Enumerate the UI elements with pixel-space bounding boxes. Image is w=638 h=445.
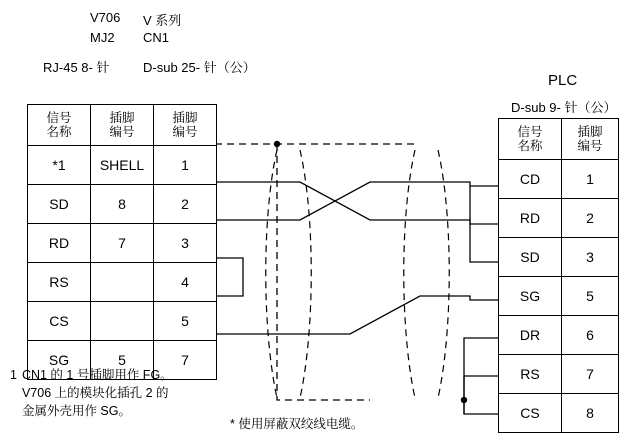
wire-sd-to-rd <box>215 182 498 224</box>
junction-dot-shell <box>274 141 280 147</box>
wire-rd-to-sd <box>215 182 498 262</box>
left-cell-signal: RD <box>28 224 91 263</box>
left-cell-pin-b: 4 <box>154 263 217 302</box>
right-cell-pin: 6 <box>562 316 619 355</box>
right-cell-signal: RS <box>499 355 562 394</box>
right-pin-table-wrapper <box>498 118 619 433</box>
plc-connector-label: D-sub 9- 针（公） <box>511 100 617 115</box>
table-row <box>28 146 217 185</box>
left-device-name-line1: V706 <box>90 10 121 25</box>
table-row <box>499 238 619 277</box>
left-table-body <box>28 146 217 380</box>
shield-dashed-branch <box>277 144 370 400</box>
right-cell-pin: 3 <box>562 238 619 277</box>
wire-sg-to-sg <box>215 296 498 334</box>
table-row <box>499 199 619 238</box>
table-row <box>499 355 619 394</box>
right-cell-signal: CD <box>499 160 562 199</box>
shield-note: * 使用屏蔽双绞线电缆。 <box>230 417 364 431</box>
left-cell-pin-a <box>91 263 154 302</box>
right-col-pin <box>562 119 619 160</box>
left-cell-pin-b: 5 <box>154 302 217 341</box>
left-cell-pin-b: 7 <box>154 341 217 380</box>
right-cell-pin: 1 <box>562 160 619 199</box>
left-cell-pin-b: 3 <box>154 224 217 263</box>
cable-wrap-right-a <box>404 150 415 398</box>
left-cell-pin-b: 1 <box>154 146 217 185</box>
right-table-header-row <box>499 119 619 160</box>
left-col-pin-a-line2: 编号 <box>109 125 135 139</box>
table-row <box>28 302 217 341</box>
right-col-signal-line2: 名称 <box>517 139 543 153</box>
right-cell-signal: RD <box>499 199 562 238</box>
plc-title: PLC <box>548 72 578 89</box>
cable-wrap-left-a <box>266 150 277 398</box>
right-col-pin-line2: 编号 <box>577 139 603 153</box>
right-table-body <box>499 160 619 433</box>
left-pin-table <box>27 104 217 380</box>
left-cell-pin-a: 8 <box>91 185 154 224</box>
table-row <box>499 160 619 199</box>
left-cell-signal: SD <box>28 185 91 224</box>
table-row <box>499 316 619 355</box>
left-cell-pin-a: 7 <box>91 224 154 263</box>
table-row <box>28 224 217 263</box>
left-col-pin-b-line1: 插脚 <box>172 110 198 125</box>
table-row <box>499 277 619 316</box>
right-cell-signal: DR <box>499 316 562 355</box>
right-cell-signal: SD <box>499 238 562 277</box>
table-row <box>499 394 619 433</box>
mid-connector-label: D-sub 25- 针（公） <box>143 60 256 75</box>
left-col-pin-a <box>91 105 154 146</box>
right-cell-pin: 8 <box>562 394 619 433</box>
table-row <box>28 263 217 302</box>
wire-cs <box>464 376 498 414</box>
footnote-line2: V706 上的模块化插孔 2 的 <box>21 386 169 401</box>
left-col-pin-b <box>154 105 217 146</box>
left-cell-pin-a: 5 <box>91 341 154 380</box>
mid-device-name-line2: CN1 <box>143 30 170 45</box>
cable-wrap-right-b <box>438 150 449 398</box>
left-cell-pin-b: 2 <box>154 185 217 224</box>
left-cell-pin-a <box>91 302 154 341</box>
wire-dr <box>464 338 498 400</box>
left-cell-signal: CS <box>28 302 91 341</box>
left-cell-pin-a: SHELL <box>91 146 154 185</box>
right-cell-pin: 5 <box>562 277 619 316</box>
right-cell-signal: CS <box>499 394 562 433</box>
right-cell-pin: 2 <box>562 199 619 238</box>
right-cell-pin: 7 <box>562 355 619 394</box>
footnote-line3: 金属外壳用作 SG。 <box>21 404 131 419</box>
left-cell-signal: SG <box>28 341 91 380</box>
left-table-header-row <box>28 105 217 146</box>
left-col-signal-line2: 名称 <box>46 125 72 139</box>
jumper-rs-cs-left <box>215 258 243 296</box>
left-pin-table-wrapper <box>27 104 217 380</box>
right-col-signal <box>499 119 562 160</box>
cable-wrap-left-b <box>300 150 311 398</box>
right-col-pin-line1: 插脚 <box>577 124 603 139</box>
right-cell-signal: SG <box>499 277 562 316</box>
left-cell-signal: *1 <box>28 146 91 185</box>
left-col-pin-a-line1: 插脚 <box>109 110 135 125</box>
right-col-signal-line1: 信号 <box>517 124 543 139</box>
left-col-pin-b-line2: 编号 <box>172 125 198 139</box>
footnote-marker: 1 <box>10 368 17 382</box>
footnote-block <box>10 366 260 420</box>
left-col-signal <box>28 105 91 146</box>
right-pin-table <box>498 118 619 433</box>
junction-dot-bottom <box>461 397 467 403</box>
table-row <box>28 185 217 224</box>
mid-device-name-line1: V 系列 <box>143 13 182 28</box>
footnote-line1: CN1 的 1 号插脚用作 FG。 <box>21 368 173 382</box>
left-device-name-line2: MJ2 <box>90 30 115 45</box>
left-cell-signal: RS <box>28 263 91 302</box>
left-col-signal-line1: 信号 <box>46 110 72 125</box>
left-connector-label: RJ-45 8- 针 <box>43 60 110 75</box>
